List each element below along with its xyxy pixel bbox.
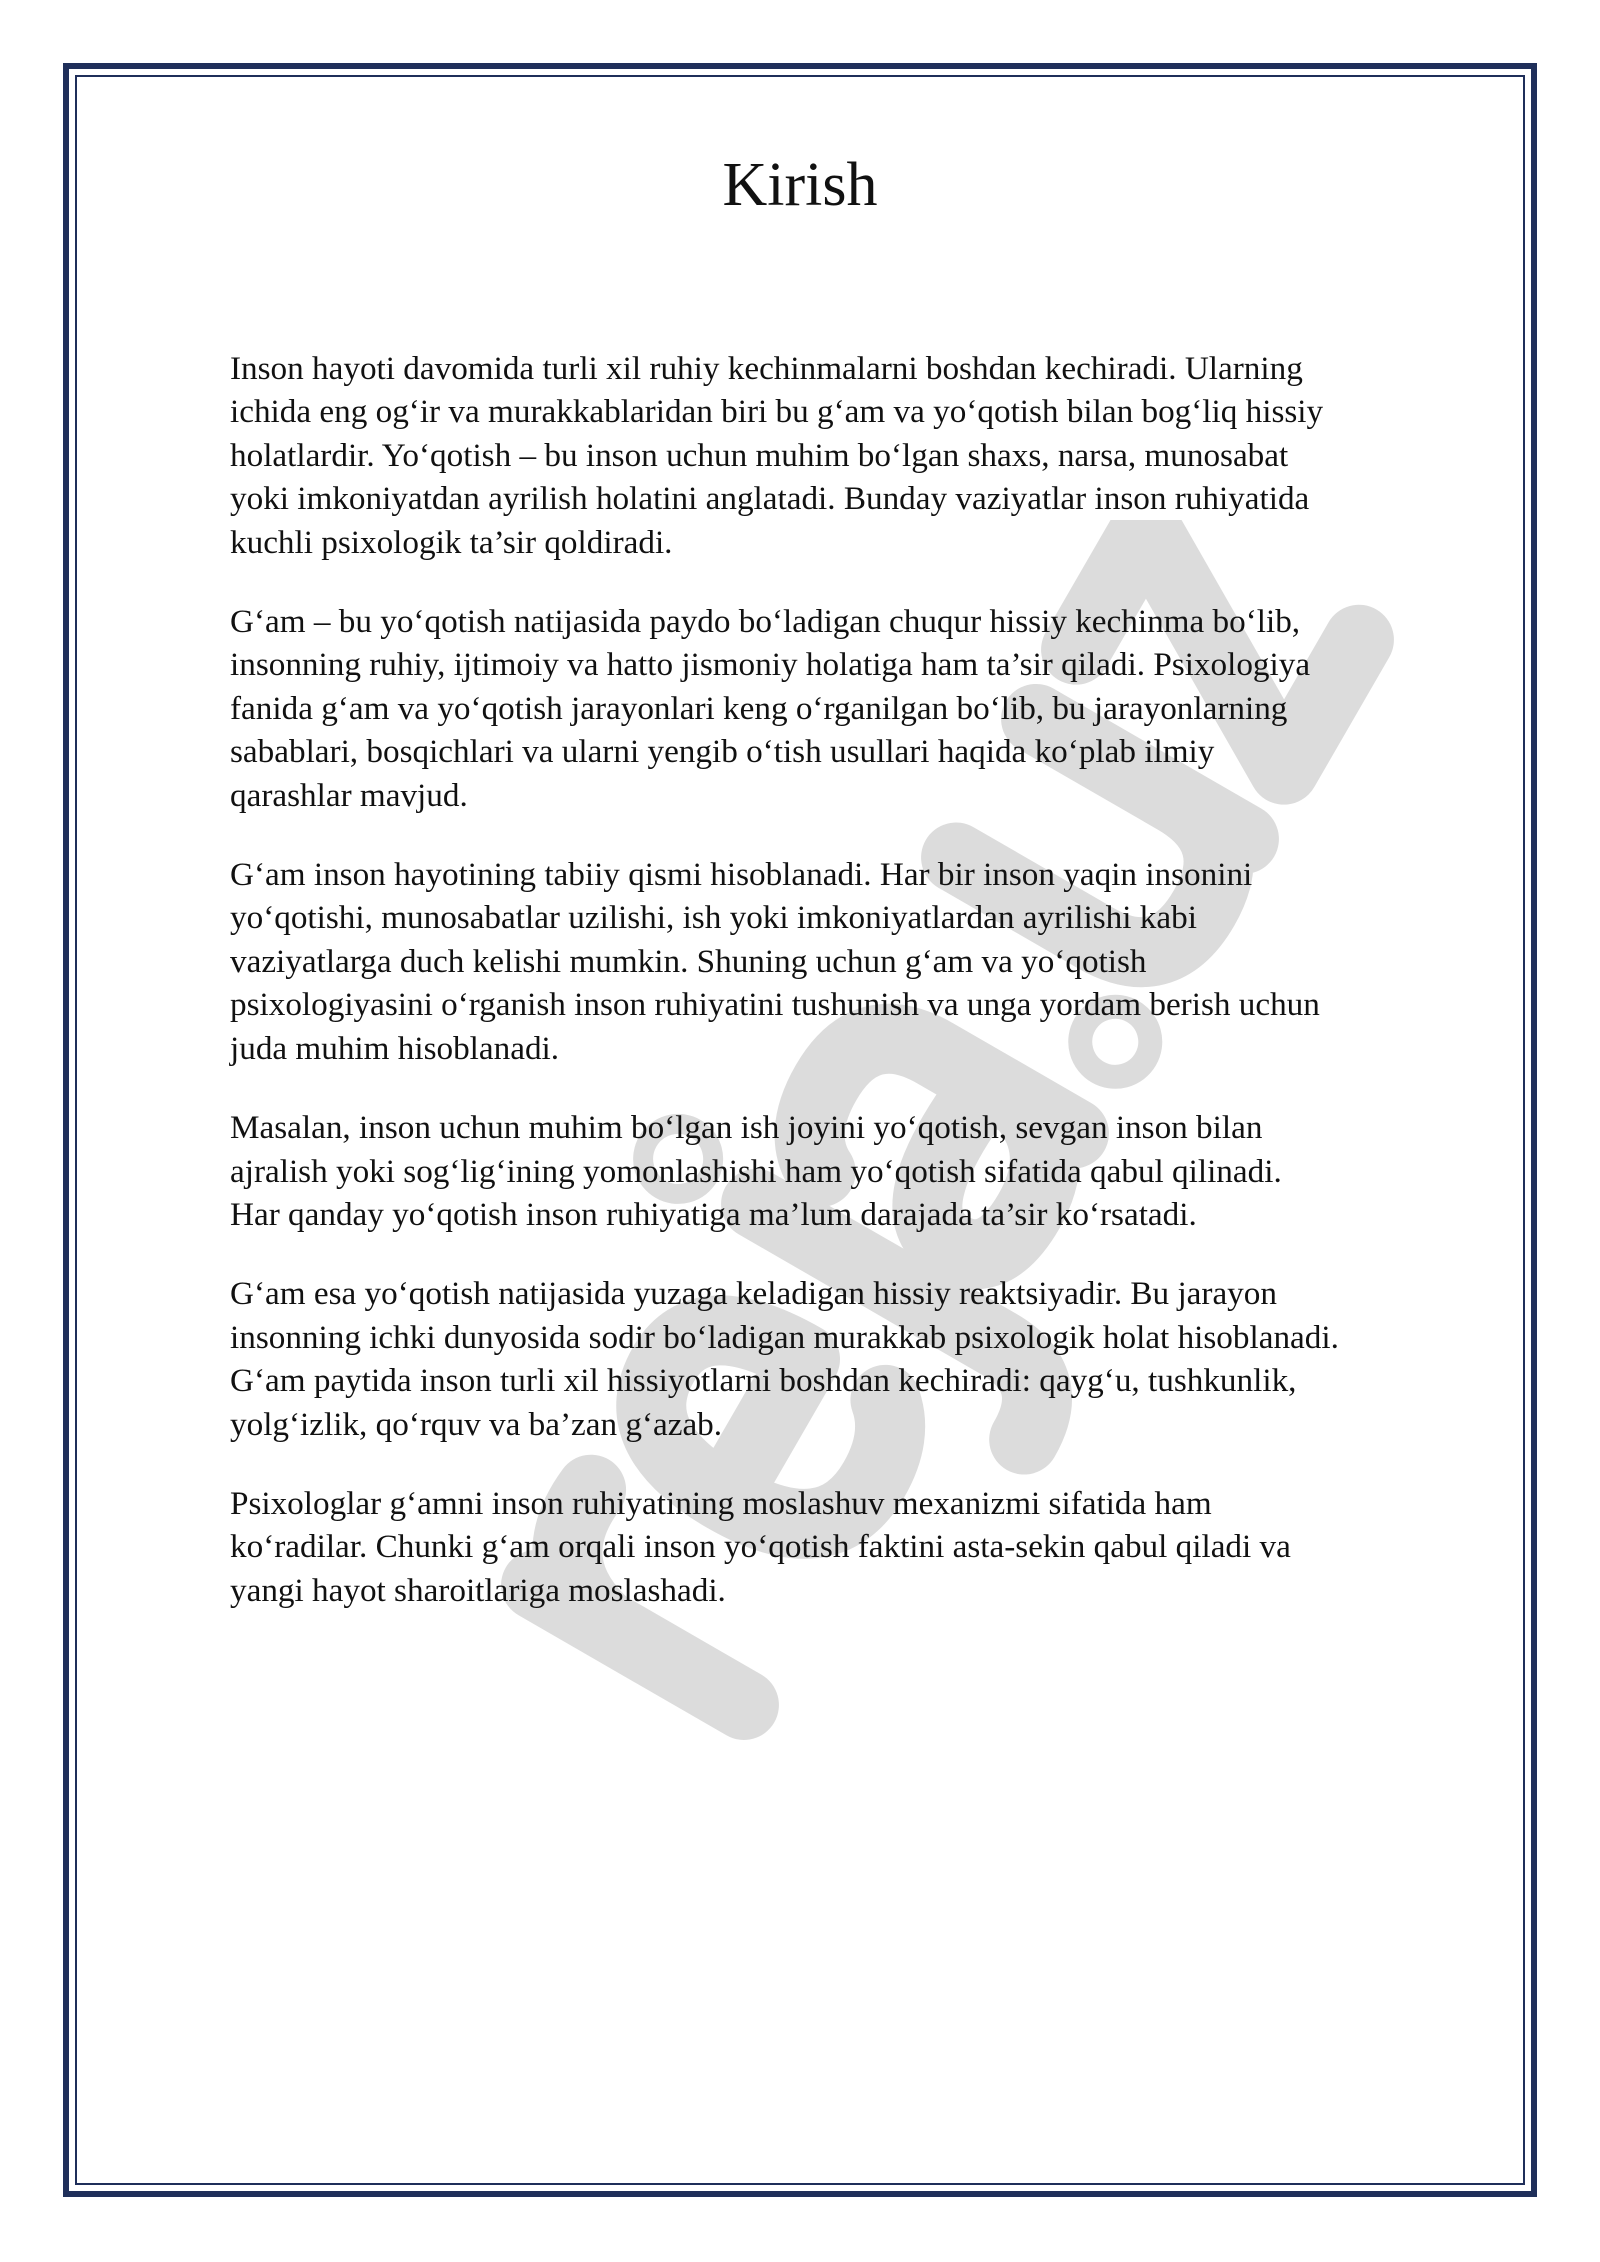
paragraph-5 bbox=[230, 1272, 1505, 1446]
text-line: Psixologlar g‘amni inson ruhiyatining moslashuv mexanizmi sifatida ham bbox=[230, 1484, 1212, 1522]
text-line: ko‘radilar. Chunki g‘am orqali inson yo‘qotish faktini asta-sekin qabul qiladi va bbox=[230, 1528, 1291, 1566]
text-line: Masalan, inson uchun muhim bo‘lgan ish joyini yo‘qotish, sevgan inson bilan bbox=[230, 1109, 1263, 1147]
text-line: vaziyatlarga duch kelishi mumkin. Shuning uchun g‘am va yo‘qotish bbox=[230, 942, 1147, 980]
paragraph-2 bbox=[230, 600, 1505, 817]
text-line: insonning ichki dunyosida sodir bo‘ladigan murakkab psixologik holat hisoblanadi. bbox=[230, 1318, 1339, 1356]
text-line: ajralish yoki sog‘lig‘ining yomonlashishi ham yo‘qotish sifatida qabul qilinadi. bbox=[230, 1152, 1282, 1190]
text-line: G‘am paytida inson turli xil hissiyotlarni boshdan kechiradi: qayg‘u, tushkunlik, bbox=[230, 1362, 1297, 1400]
paragraph-1 bbox=[230, 347, 1505, 564]
text-line: Inson hayoti davomida turli xil ruhiy kechinmalarni boshdan kechiradi. Ularning bbox=[230, 350, 1303, 387]
text-line: yangi hayot sharoitlariga moslashadi. bbox=[230, 1571, 726, 1609]
text-line: fanida g‘am va yo‘qotish jarayonlari keng o‘rganilgan bo‘lib, bu jarayonlarning bbox=[230, 689, 1288, 727]
text-line: insonning ruhiy, ijtimoiy va hatto jismoniy holatiga ham ta’sir qiladi. Psixologiya bbox=[230, 646, 1311, 684]
page-title: Kirish bbox=[722, 151, 878, 219]
text-line: Har qanday yo‘qotish inson ruhiyatiga ma’lum darajada ta’sir ko‘rsatadi. bbox=[230, 1195, 1197, 1233]
text-line: juda muhim hisoblanadi. bbox=[230, 1029, 560, 1067]
text-line: holatlardir. Yo‘qotish – bu inson uchun muhim bo‘lgan shaxs, narsa, munosabat bbox=[230, 436, 1289, 474]
text-line: yolg‘izlik, qo‘rquv va ba’zan g‘azab. bbox=[230, 1405, 723, 1443]
text-line: G‘am – bu yo‘qotish natijasida paydo bo‘ladigan chuqur hissiy kechinma bo‘lib, bbox=[230, 603, 1301, 641]
text-line: qarashlar mavjud. bbox=[230, 776, 468, 814]
text-line: yoki imkoniyatdan ayrilish holatini anglatadi. Bunday vaziyatlar inson ruhiyatida bbox=[230, 480, 1310, 518]
text-line: G‘am esa yo‘qotish natijasida yuzaga keladigan hissiy reaktsiyadir. Bu jarayon bbox=[230, 1275, 1277, 1313]
text-line: G‘am inson hayotining tabiiy qismi hisoblanadi. Har bir inson yaqin insonini bbox=[230, 856, 1253, 894]
text-line: psixologiyasini o‘rganish inson ruhiyatini tushunish va unga yordam berish uchun bbox=[230, 986, 1320, 1024]
text-line: kuchli psixologik ta’sir qoldiradi. bbox=[230, 523, 673, 561]
text-line: ichida eng og‘ir va murakkablaridan biri bu g‘am va yo‘qotish bilan bog‘liq hissiy bbox=[230, 393, 1324, 431]
paragraph-4 bbox=[230, 1106, 1505, 1236]
document-body bbox=[230, 347, 1505, 1648]
text-line: sabablari, bosqichlari va ularni yengib o‘tish usullari haqida ko‘plab ilmiy bbox=[230, 733, 1215, 771]
text-line: yo‘qotishi, munosabatlar uzilishi, ish yoki imkoniyatlardan ayrilishi kabi bbox=[230, 899, 1197, 937]
paragraph-3 bbox=[230, 853, 1505, 1070]
paragraph-6 bbox=[230, 1482, 1505, 1612]
